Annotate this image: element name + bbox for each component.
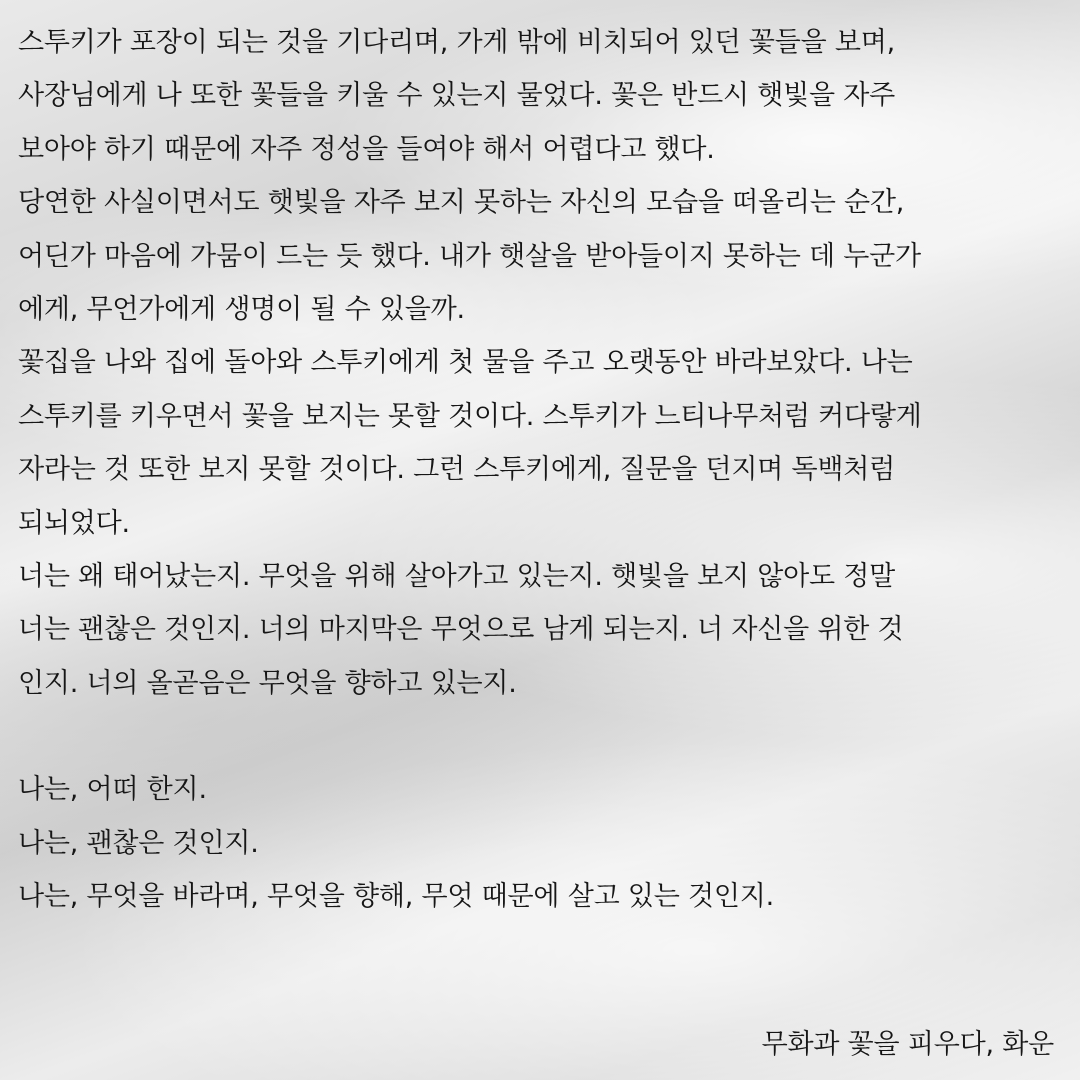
text-line: 너는 왜 태어났는지. 무엇을 위해 살아가고 있는지. 햇빛을 보지 않아도 정말 xyxy=(18,560,896,592)
text-line: 사장님에게 나 또한 꽃들을 키울 수 있는지 물었다. 꽃은 반드시 햇빛을 자주 xyxy=(18,80,896,112)
text-line: 나는, 어떠 한지. xyxy=(18,774,207,806)
essay-body xyxy=(18,26,1062,934)
text-line: 자라는 것 또한 보지 못할 것이다. 그런 스투키에게, 질문을 던지며 독백처럼 xyxy=(18,454,896,486)
text-line: 당연한 사실이면서도 햇빛을 자주 보지 못하는 자신의 모습을 떠올리는 순간, xyxy=(18,187,905,219)
text-line: 나는, 무엇을 바라며, 무엇을 향해, 무엇 때문에 살고 있는 것인지. xyxy=(18,881,775,913)
text-line: 꽃집을 나와 집에 돌아와 스투키에게 첫 물을 주고 오랫동안 바라보았다. 나는 xyxy=(18,347,913,379)
text-line: 에게, 무언가에게 생명이 될 수 있을까. xyxy=(18,293,465,325)
text-line: 인지. 너의 올곧음은 무엇을 향하고 있는지. xyxy=(18,667,517,699)
text-line: 보아야 하기 때문에 자주 정성을 들여야 해서 어렵다고 했다. xyxy=(18,133,715,165)
text-line: 어딘가 마음에 가뭄이 드는 듯 했다. 내가 햇살을 받아들이지 못하는 데 누군가 xyxy=(18,240,921,272)
text-line: 스투키를 키우면서 꽃을 보지는 못할 것이다. 스투키가 느티나무처럼 커다랗게 xyxy=(18,400,922,432)
text-line: 되뇌었다. xyxy=(18,507,130,539)
blank-line xyxy=(18,720,1062,754)
text-line: 스투키가 포장이 되는 것을 기다리며, 가게 밖에 비치되어 있던 꽃들을 보며, xyxy=(18,27,896,58)
signature: 무화과 꽃을 피우다, 화운 xyxy=(761,1029,1054,1060)
text-line: 너는 괜찮은 것인지. 너의 마지막은 무엇으로 남게 되는지. 너 자신을 위한 것 xyxy=(18,614,904,646)
text-line: 나는, 괜찮은 것인지. xyxy=(18,827,259,859)
